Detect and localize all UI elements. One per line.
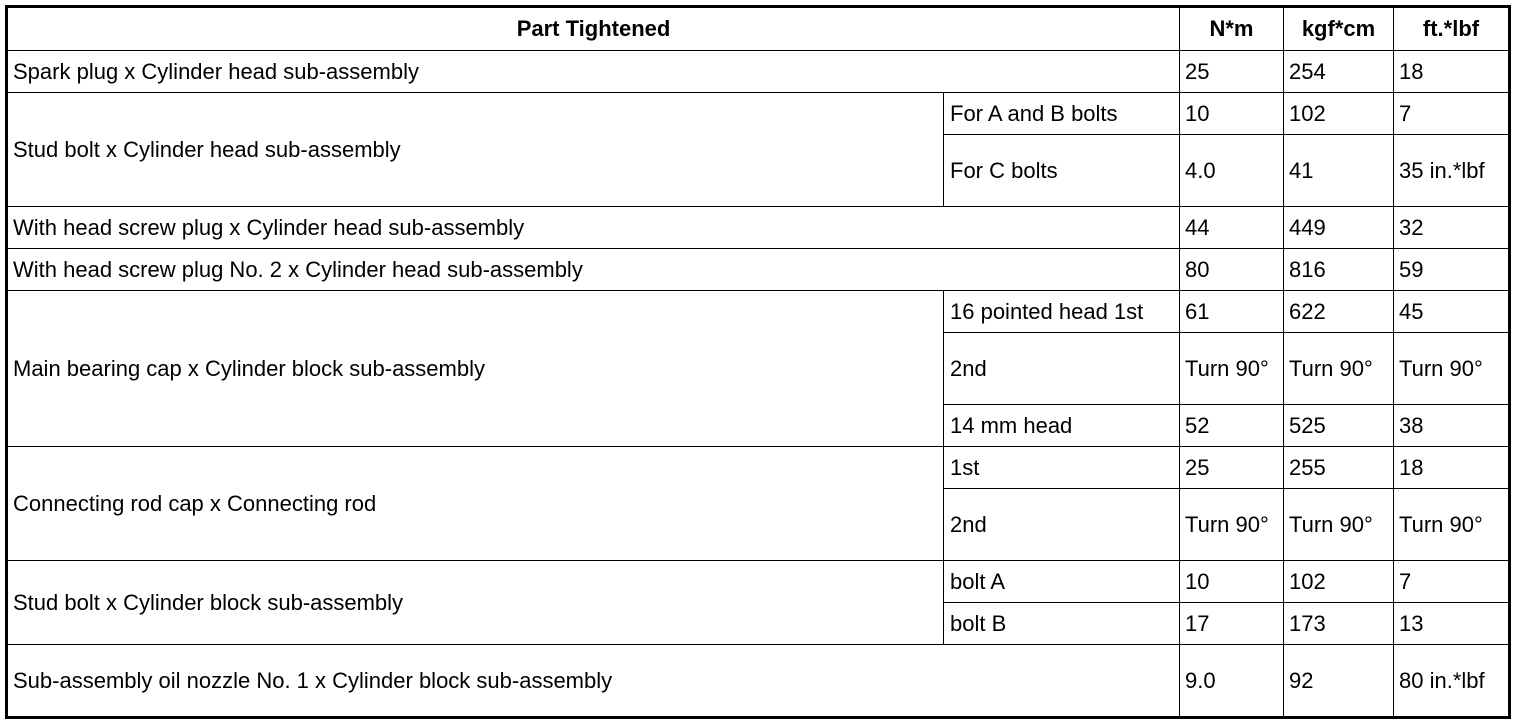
condition-cell: bolt A [944,561,1180,603]
nm-cell: Turn 90° [1180,333,1284,405]
ft-lbf-cell: Turn 90° [1394,489,1510,561]
table-row [7,447,1510,489]
kgf-cm-cell: 525 [1284,405,1394,447]
ft-lbf-cell: 59 [1394,249,1510,291]
ft-lbf-cell: 35 in.*lbf [1394,135,1510,207]
nm-cell: 61 [1180,291,1284,333]
condition-cell: 14 mm head [944,405,1180,447]
ft-lbf-cell: 7 [1394,93,1510,135]
part-name-cell: Stud bolt x Cylinder block sub-assembly [7,561,944,645]
condition-cell: For A and B bolts [944,93,1180,135]
ft-lbf-cell: 18 [1394,51,1510,93]
condition-cell: 1st [944,447,1180,489]
header-kgf-cm: kgf*cm [1284,7,1394,51]
kgf-cm-cell: Turn 90° [1284,333,1394,405]
table-row [7,645,1510,718]
table-row [7,51,1510,93]
header-nm: N*m [1180,7,1284,51]
kgf-cm-cell: 173 [1284,603,1394,645]
ft-lbf-cell: 80 in.*lbf [1394,645,1510,718]
condition-cell: 16 pointed head 1st [944,291,1180,333]
nm-cell: 52 [1180,405,1284,447]
header-row [7,7,1510,51]
ft-lbf-cell: 13 [1394,603,1510,645]
table-row [7,207,1510,249]
table-row [7,291,1510,333]
kgf-cm-cell: 816 [1284,249,1394,291]
table-row [7,93,1510,135]
part-name-cell: Connecting rod cap x Connecting rod [7,447,944,561]
condition-cell: 2nd [944,489,1180,561]
nm-cell: 4.0 [1180,135,1284,207]
nm-cell: 10 [1180,93,1284,135]
ft-lbf-cell: 7 [1394,561,1510,603]
nm-cell: 17 [1180,603,1284,645]
part-name-cell: With head screw plug No. 2 x Cylinder head sub-assembly [7,249,1180,291]
nm-cell: Turn 90° [1180,489,1284,561]
nm-cell: 25 [1180,51,1284,93]
kgf-cm-cell: 622 [1284,291,1394,333]
torque-spec-table [5,5,1511,719]
part-name-cell: Sub-assembly oil nozzle No. 1 x Cylinder block sub-assembly [7,645,1180,718]
part-name-cell: Main bearing cap x Cylinder block sub-assembly [7,291,944,447]
part-name-cell: With head screw plug x Cylinder head sub-assembly [7,207,1180,249]
ft-lbf-cell: 18 [1394,447,1510,489]
header-ft-lbf: ft.*lbf [1394,7,1510,51]
table-row [7,561,1510,603]
nm-cell: 80 [1180,249,1284,291]
kgf-cm-cell: 254 [1284,51,1394,93]
ft-lbf-cell: 45 [1394,291,1510,333]
nm-cell: 9.0 [1180,645,1284,718]
condition-cell: bolt B [944,603,1180,645]
nm-cell: 44 [1180,207,1284,249]
part-name-cell: Spark plug x Cylinder head sub-assembly [7,51,1180,93]
ft-lbf-cell: 32 [1394,207,1510,249]
condition-cell: 2nd [944,333,1180,405]
kgf-cm-cell: 102 [1284,93,1394,135]
header-part-tightened: Part Tightened [7,7,1180,51]
kgf-cm-cell: 449 [1284,207,1394,249]
ft-lbf-cell: Turn 90° [1394,333,1510,405]
kgf-cm-cell: 92 [1284,645,1394,718]
condition-cell: For C bolts [944,135,1180,207]
part-name-cell: Stud bolt x Cylinder head sub-assembly [7,93,944,207]
kgf-cm-cell: 255 [1284,447,1394,489]
kgf-cm-cell: 102 [1284,561,1394,603]
nm-cell: 10 [1180,561,1284,603]
ft-lbf-cell: 38 [1394,405,1510,447]
table-row [7,249,1510,291]
kgf-cm-cell: 41 [1284,135,1394,207]
kgf-cm-cell: Turn 90° [1284,489,1394,561]
nm-cell: 25 [1180,447,1284,489]
